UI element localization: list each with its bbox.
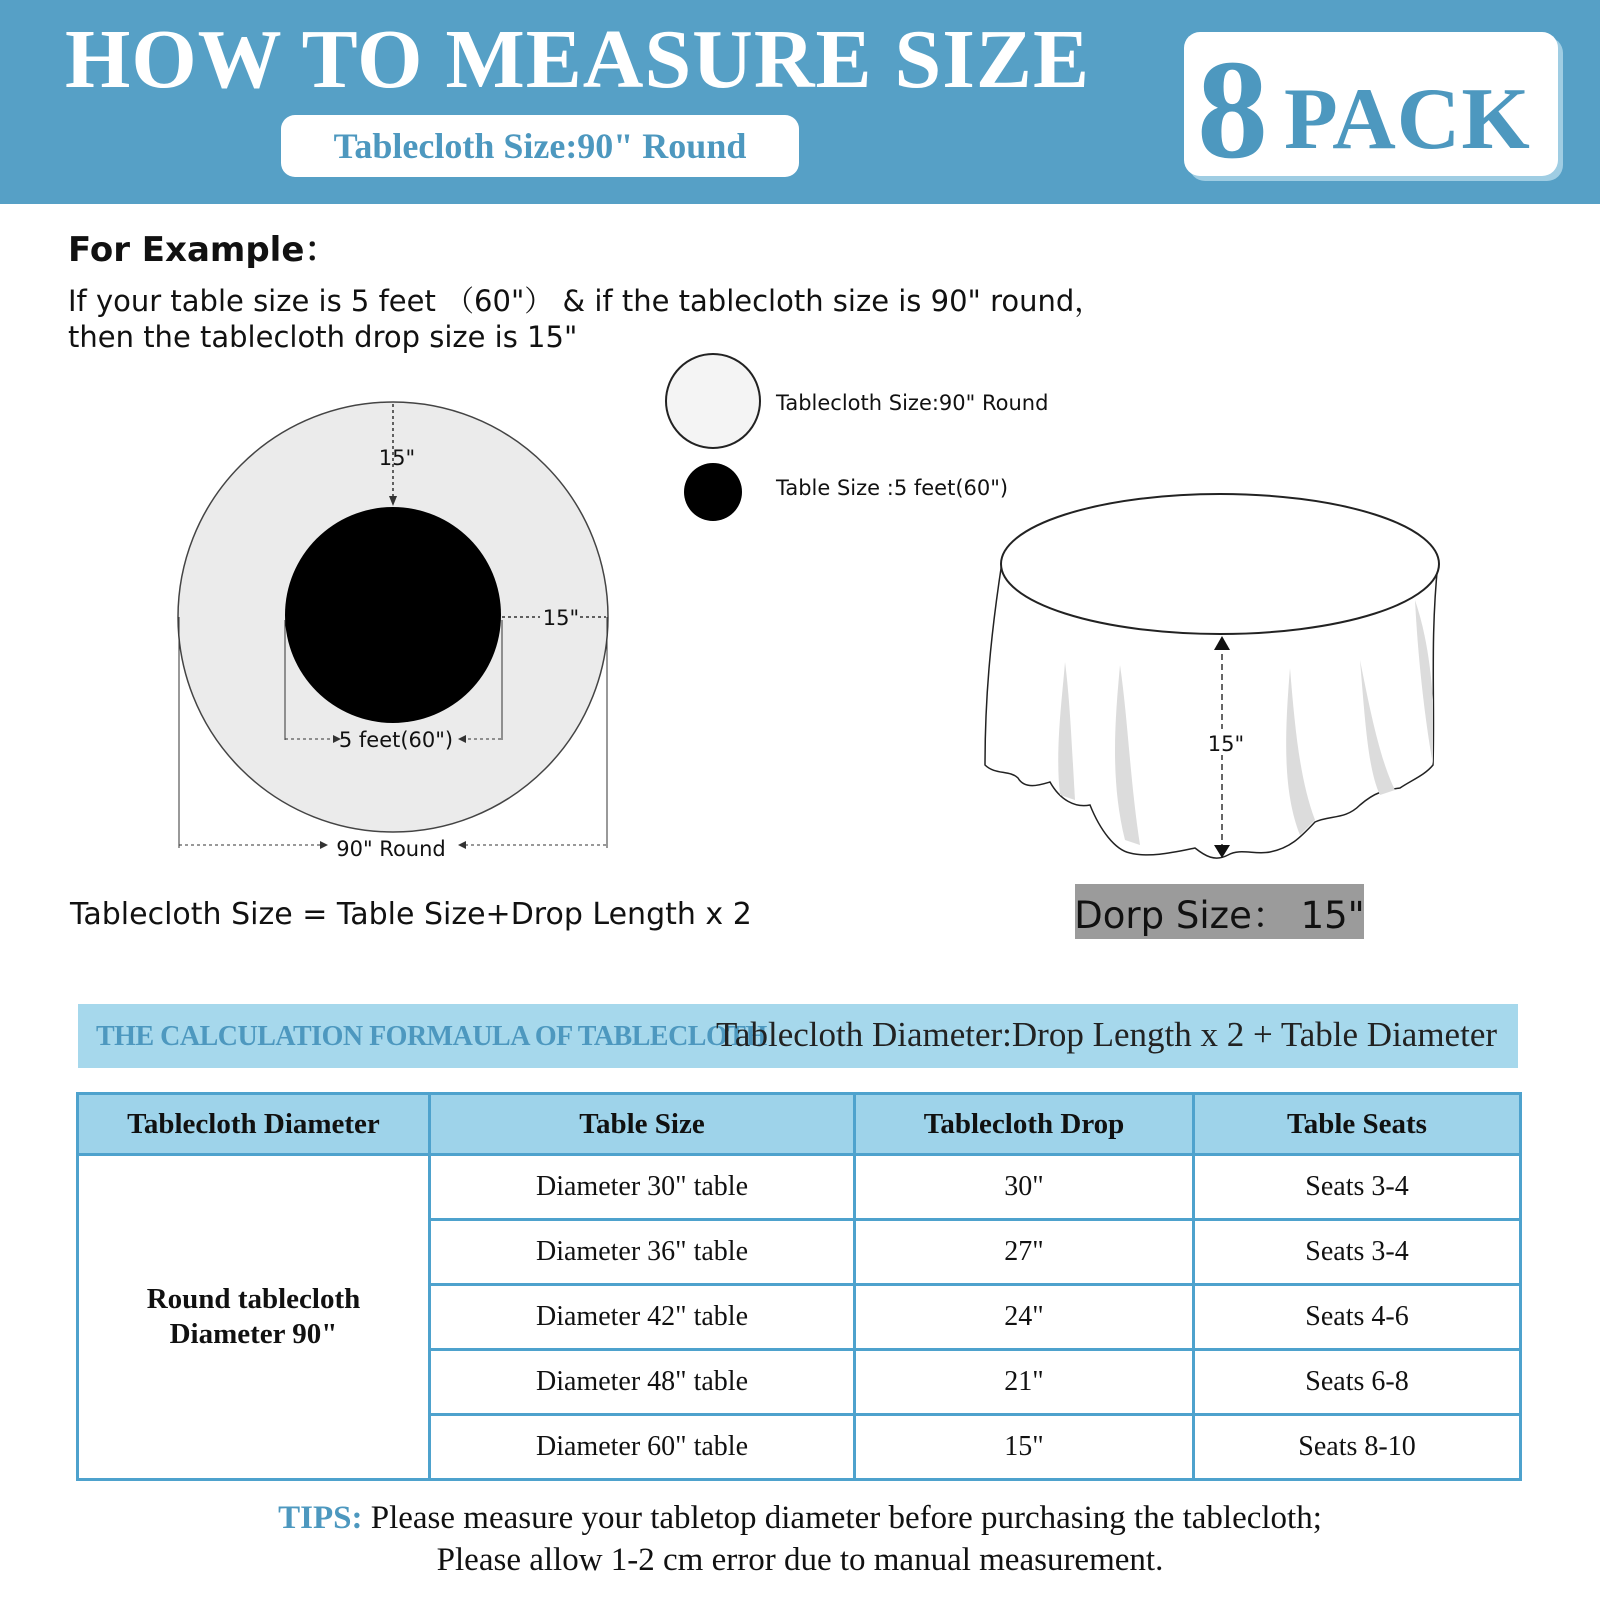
right-drop-label: 15" bbox=[542, 606, 580, 630]
table-header-row bbox=[78, 1094, 1521, 1155]
drop-cell: 30" bbox=[855, 1155, 1194, 1220]
table-size-label: 5 feet(60") bbox=[338, 728, 454, 752]
table-size-cell: Diameter 30" table bbox=[430, 1155, 855, 1220]
page-title: HOW TO MEASURE SIZE bbox=[65, 13, 1090, 106]
tips-label: TIPS: bbox=[278, 1500, 363, 1536]
table-size-cell: Diameter 60" table bbox=[430, 1415, 855, 1480]
formula-title: THE CALCULATION FORMAULA OF TABLECLOTH bbox=[96, 1021, 767, 1052]
merged-line-1: Round tablecloth bbox=[146, 1283, 361, 1316]
subtitle-pill bbox=[281, 115, 799, 177]
subtitle-text: Tablecloth Size:90" Round bbox=[333, 126, 747, 166]
side-drop-label: 15" bbox=[1207, 732, 1245, 756]
seats-cell: Seats 8-10 bbox=[1194, 1415, 1521, 1480]
drop-cell: 27" bbox=[855, 1220, 1194, 1285]
drop-cell: 21" bbox=[855, 1350, 1194, 1415]
table-circle bbox=[285, 507, 501, 723]
drop-size-text: Dorp Size： 15" bbox=[1074, 893, 1365, 937]
cloth-dim-arrow-right bbox=[458, 841, 466, 849]
pack-word: PACK bbox=[1284, 71, 1531, 168]
table-size-cell: Diameter 36" table bbox=[430, 1220, 855, 1285]
legend-table-label: Table Size :5 feet(60") bbox=[776, 476, 1009, 500]
top-view-diagram bbox=[178, 402, 608, 861]
formula-text: Tablecloth Diameter:Drop Length x 2 + Table Diameter bbox=[716, 1015, 1498, 1054]
header-table-seats: Table Seats bbox=[1194, 1094, 1521, 1155]
header-table-size: Table Size bbox=[430, 1094, 855, 1155]
side-table-top bbox=[1001, 494, 1439, 634]
legend-cloth-label: Tablecloth Size:90" Round bbox=[776, 391, 1049, 415]
legend-table-swatch bbox=[684, 463, 742, 521]
legend-cloth-swatch bbox=[666, 354, 760, 448]
cloth-size-label: 90" Round bbox=[336, 837, 446, 861]
legend bbox=[666, 354, 760, 521]
size-formula: Tablecloth Size = Table Size+Drop Length x 2 bbox=[70, 897, 752, 932]
drop-cell: 24" bbox=[855, 1285, 1194, 1350]
top-drop-label: 15" bbox=[378, 446, 416, 470]
side-view-diagram bbox=[985, 494, 1439, 858]
example-line-2: then the tablecloth drop size is 15" bbox=[68, 320, 578, 354]
example-heading: For Example： bbox=[68, 230, 339, 270]
seats-cell: Seats 6-8 bbox=[1194, 1350, 1521, 1415]
header-tablecloth-diameter: Tablecloth Diameter bbox=[78, 1094, 430, 1155]
table-size-cell: Diameter 48" table bbox=[430, 1350, 855, 1415]
seats-cell: Seats 3-4 bbox=[1194, 1155, 1521, 1220]
tips-line-1 bbox=[0, 1500, 1600, 1537]
drop-cell: 15" bbox=[855, 1415, 1194, 1480]
merged-line-2: Diameter 90" bbox=[169, 1318, 338, 1350]
measurement-diagram bbox=[0, 340, 1600, 960]
tips-line-2: Please allow 1-2 cm error due to manual measurement. bbox=[436, 1542, 1164, 1578]
size-table bbox=[76, 1092, 1522, 1481]
drop-size-box bbox=[1075, 884, 1364, 939]
cloth-dim-arrow-left bbox=[320, 841, 328, 849]
seats-cell: Seats 4-6 bbox=[1194, 1285, 1521, 1350]
table-size-cell: Diameter 42" table bbox=[430, 1285, 855, 1350]
table-row bbox=[78, 1155, 1521, 1220]
pack-number: 8 bbox=[1197, 30, 1268, 188]
example-line-1: If your table size is 5 feet （60"） & if the tablecloth size is 90" round， bbox=[68, 284, 1104, 318]
seats-cell: Seats 3-4 bbox=[1194, 1220, 1521, 1285]
tips-text-1: Please measure your tabletop diameter before purchasing the tablecloth; bbox=[362, 1500, 1322, 1536]
header-tablecloth-drop: Tablecloth Drop bbox=[855, 1094, 1194, 1155]
tablecloth-diameter-cell bbox=[78, 1155, 430, 1480]
